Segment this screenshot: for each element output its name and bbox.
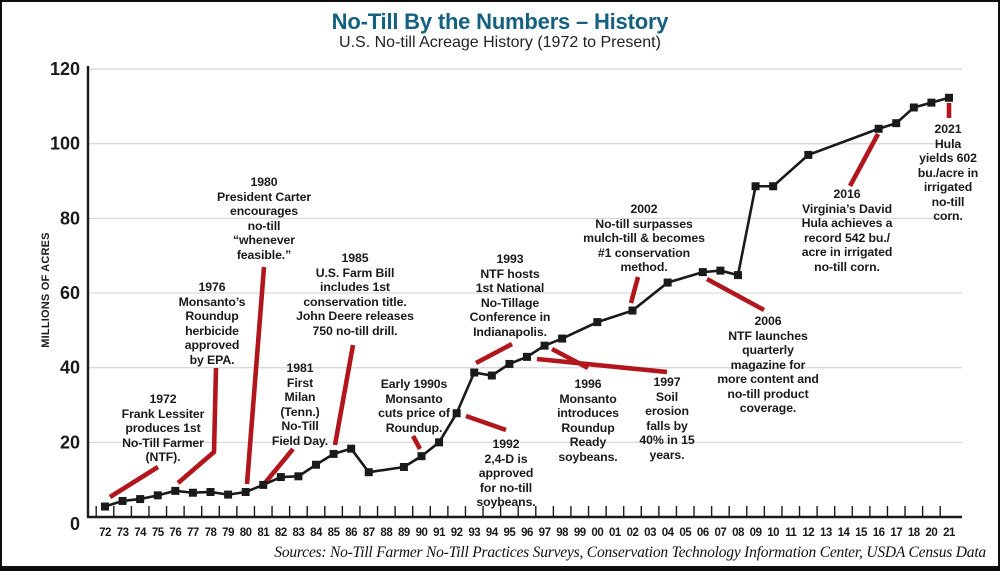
x-tick-label: 98 <box>556 527 569 539</box>
leader-line <box>413 436 420 449</box>
x-tick-label: 85 <box>327 527 340 539</box>
data-point-marker <box>417 452 425 460</box>
annotation-line: 1st National <box>475 281 545 295</box>
data-point-marker <box>435 438 443 446</box>
x-tick-label: 15 <box>855 527 867 539</box>
annotation-line: record 542 bu./ <box>804 230 890 245</box>
annotation-line: more content and <box>717 372 819 386</box>
annotation-line: 1992 <box>492 437 520 451</box>
y-tick-label: 20 <box>59 432 80 453</box>
x-tick-label: 81 <box>257 527 270 539</box>
data-point-marker <box>892 119 900 127</box>
annotation-line: yields 602 <box>919 151 977 165</box>
annotation-line: 1972 <box>149 392 177 406</box>
x-tick-label: 02 <box>626 527 639 539</box>
leader-line <box>537 359 667 372</box>
annotation-line: acre in irrigated <box>801 245 893 259</box>
annotation-line: No-till surpasses <box>595 216 693 231</box>
data-point-marker <box>523 353 531 361</box>
annotation-line: erosion <box>645 404 689 418</box>
data-point-marker <box>259 481 267 489</box>
data-point-marker <box>716 267 724 275</box>
annotation-line: (Tenn.) <box>280 404 320 419</box>
annotation-line: Field Day. <box>271 433 329 448</box>
data-point-marker <box>558 335 566 343</box>
annotation-line: “whenever <box>233 233 295 247</box>
annotation-line: 1980 <box>250 175 278 189</box>
annotation-line: 2002 <box>630 202 658 216</box>
leader-line <box>466 416 506 430</box>
x-tick-label: 82 <box>274 527 287 539</box>
annotation-line: method. <box>620 260 668 274</box>
annotation-line: Conference in <box>469 310 551 324</box>
x-tick-label: 80 <box>239 527 252 539</box>
data-point-marker <box>488 372 496 380</box>
annotation-line: irrigated <box>923 180 973 194</box>
x-tick-label: 14 <box>837 527 850 539</box>
annotation-line: 750 no-till drill. <box>312 323 398 338</box>
x-tick-label: 72 <box>99 527 111 539</box>
data-point-marker <box>505 360 513 368</box>
annotation-line: 1997 <box>653 375 681 389</box>
data-point-marker <box>400 463 408 471</box>
annotation-line: no-till product <box>727 386 809 401</box>
x-tick-label: 11 <box>785 527 797 539</box>
x-tick-label: 89 <box>398 527 410 539</box>
x-tick-label: 21 <box>943 527 955 539</box>
annotation-line: 2006 <box>754 314 782 328</box>
annotation-line: years. <box>649 447 685 462</box>
annotation-line: NTF hosts <box>480 266 540 281</box>
data-point-marker <box>136 495 144 503</box>
data-point-marker <box>769 182 777 190</box>
annotation-line: Indianapolis. <box>473 324 547 339</box>
annotation-line: Early 1990s <box>380 377 448 391</box>
annotation-line: approved <box>184 338 240 352</box>
series-line <box>105 98 949 507</box>
data-point-marker <box>453 409 461 417</box>
data-point-marker <box>734 271 742 279</box>
annotation-line: John Deere releases <box>296 309 414 323</box>
annotation-line: President Carter <box>216 189 312 204</box>
x-tick-label: 95 <box>503 527 516 539</box>
data-point-marker <box>804 151 812 159</box>
annotation-line: 1996 <box>574 377 602 391</box>
x-tick-label: 10 <box>767 527 780 539</box>
x-tick-label: 05 <box>679 527 692 539</box>
x-tick-label: 13 <box>820 527 832 539</box>
annotation-line: Hula achieves a <box>801 216 893 230</box>
annotation-line: magazine for <box>730 357 806 372</box>
annotation-line: soybeans. <box>476 495 536 509</box>
x-tick-label: 97 <box>538 527 551 539</box>
data-point-marker <box>277 473 285 481</box>
annotation-line: includes 1st <box>320 280 390 294</box>
annotation-line: coverage. <box>739 401 797 415</box>
data-point-marker <box>206 488 214 496</box>
annotation-line: conservation title. <box>303 294 407 309</box>
data-point-marker <box>154 491 162 499</box>
data-point-marker <box>171 487 179 495</box>
annotation-line: soybeans. <box>558 449 618 464</box>
y-tick-label: 120 <box>49 59 80 80</box>
annotation-line: encourages <box>229 204 299 218</box>
y-tick-label: 100 <box>49 133 80 154</box>
annotation-line: 2,4-D is <box>484 451 528 466</box>
data-point-marker <box>347 445 355 453</box>
source-credit: Sources: No-Till Farmer No-Till Practices Surveys, Conservation Technology Information Center, USDA Census Data <box>274 544 986 561</box>
data-point-marker <box>119 497 127 505</box>
data-point-marker <box>224 491 232 499</box>
data-point-marker <box>294 472 302 480</box>
data-point-marker <box>945 94 953 102</box>
annotation-line: No-Tillage <box>480 295 540 310</box>
data-point-marker <box>910 103 918 111</box>
annotation-line: feasible.” <box>236 247 292 262</box>
leader-line <box>335 345 353 445</box>
annotation-line: NTF launches <box>728 328 808 343</box>
x-tick-label: 91 <box>433 527 445 539</box>
x-tick-label: 06 <box>696 527 709 539</box>
data-point-marker <box>875 125 883 133</box>
x-tick-label: 99 <box>573 527 586 539</box>
annotation-line: herbicide <box>185 323 239 338</box>
x-tick-label: 07 <box>714 527 727 539</box>
annotation-line: corn. <box>933 209 963 223</box>
annotation-line: no-till <box>931 194 965 209</box>
x-tick-label: 17 <box>890 527 903 539</box>
annotation-line: U.S. Farm Bill <box>315 265 395 280</box>
x-tick-label: 88 <box>380 527 393 539</box>
x-tick-label: 09 <box>749 527 762 539</box>
x-tick-label: 04 <box>661 527 674 539</box>
data-point-marker <box>752 182 760 190</box>
annotation-line: cuts price of <box>378 406 450 420</box>
annotation-line: 1976 <box>198 280 226 294</box>
annotation-line: for no-till <box>479 480 533 495</box>
x-tick-label: 74 <box>134 527 147 539</box>
x-tick-label: 90 <box>415 527 428 539</box>
chart-title: No-Till By the Numbers – History <box>331 9 669 34</box>
annotation-line: Milan <box>284 390 316 404</box>
annotation-line: 1993 <box>496 252 524 266</box>
annotation-line: 40% in 15 <box>639 433 695 447</box>
y-tick-label: 60 <box>59 283 80 304</box>
annotation-line: 2016 <box>833 187 861 201</box>
annotation-line: (NTF). <box>145 450 181 464</box>
x-tick-label: 84 <box>310 527 322 539</box>
annotation-line: No-Till <box>281 419 319 433</box>
data-point-marker <box>470 369 478 377</box>
x-tick-label: 96 <box>521 527 533 539</box>
data-point-marker <box>927 99 935 107</box>
data-point-marker <box>628 307 636 315</box>
x-tick-label: 12 <box>802 527 815 539</box>
annotation-line: Soil <box>655 389 679 404</box>
x-tick-label: 87 <box>362 527 375 539</box>
data-point-marker <box>365 468 373 476</box>
x-tick-label: 00 <box>591 527 604 539</box>
annotation-line: Roundup. <box>385 420 443 435</box>
data-point-marker <box>312 461 320 469</box>
x-tick-label: 03 <box>644 527 656 539</box>
data-point-marker <box>101 503 109 511</box>
annotation-line: bu./acre in <box>917 165 979 180</box>
x-tick-label: 73 <box>116 527 129 539</box>
annotation-line: Hula <box>934 136 962 151</box>
annotation-line: falls by <box>646 418 688 433</box>
x-tick-label: 93 <box>468 527 481 539</box>
x-tick-label: 86 <box>345 527 358 539</box>
annotation-line: First <box>286 375 314 390</box>
x-tick-label: 83 <box>292 527 305 539</box>
y-tick-label: 80 <box>59 208 80 229</box>
x-tick-label: 76 <box>169 527 182 539</box>
annotation-line: produces 1st <box>125 421 201 435</box>
annotation-line: 1985 <box>341 251 369 265</box>
y-tick-label: 0 <box>69 514 80 534</box>
leader-line <box>631 277 638 303</box>
x-tick-label: 94 <box>485 527 498 539</box>
x-tick-label: 79 <box>222 527 234 539</box>
annotation-line: by EPA. <box>189 352 235 367</box>
annotation-line: no-till corn. <box>814 259 880 274</box>
leader-line <box>110 467 158 497</box>
y-tick-label: 40 <box>59 357 80 378</box>
annotation-line: Monsanto <box>559 391 617 406</box>
annotation-line: introduces <box>557 406 619 420</box>
annotation-line: Roundup <box>561 420 615 435</box>
annotation-line: 1981 <box>286 361 314 375</box>
data-point-marker <box>541 342 549 350</box>
data-point-marker <box>664 279 672 287</box>
annotation-line: mulch-till & becomes <box>583 231 705 245</box>
y-axis-title: MILLIONS OF ACRES <box>40 232 52 348</box>
x-tick-label: 77 <box>187 527 199 539</box>
x-tick-label: 75 <box>151 527 164 539</box>
data-point-marker <box>189 489 197 497</box>
leader-line <box>850 134 878 186</box>
annotation-line: Ready <box>569 435 607 449</box>
data-point-marker <box>242 488 250 496</box>
annotation-line: Roundup <box>185 309 239 323</box>
annotation-line: quarterly <box>742 343 794 357</box>
annotation-line: Virginia’s David <box>802 201 892 216</box>
data-point-marker <box>330 450 338 458</box>
data-point-marker <box>593 318 601 326</box>
annotation-line: approved <box>478 466 534 480</box>
data-point-marker <box>699 268 707 276</box>
chart-subtitle: U.S. No-till Acreage History (1972 to Present) <box>339 34 661 51</box>
leader-line <box>707 279 764 310</box>
x-tick-label: 18 <box>907 527 920 539</box>
annotation-line: Monsanto’s <box>178 294 246 309</box>
x-tick-label: 78 <box>204 527 217 539</box>
x-tick-label: 20 <box>925 527 938 539</box>
x-tick-label: 16 <box>872 527 885 539</box>
annotation-line: no-till <box>247 218 281 233</box>
annotation-line: No-Till Farmer <box>122 435 204 450</box>
x-tick-label: 01 <box>609 527 621 539</box>
leader-line <box>247 267 264 484</box>
annotation-line: Monsanto <box>385 391 443 406</box>
annotation-line: 2021 <box>934 122 962 136</box>
annotation-line: Frank Lessiter <box>121 406 205 421</box>
leader-line <box>178 368 216 483</box>
x-tick-label: 92 <box>450 527 463 539</box>
annotation-line: #1 conservation <box>597 245 691 260</box>
x-tick-label: 08 <box>732 527 744 539</box>
